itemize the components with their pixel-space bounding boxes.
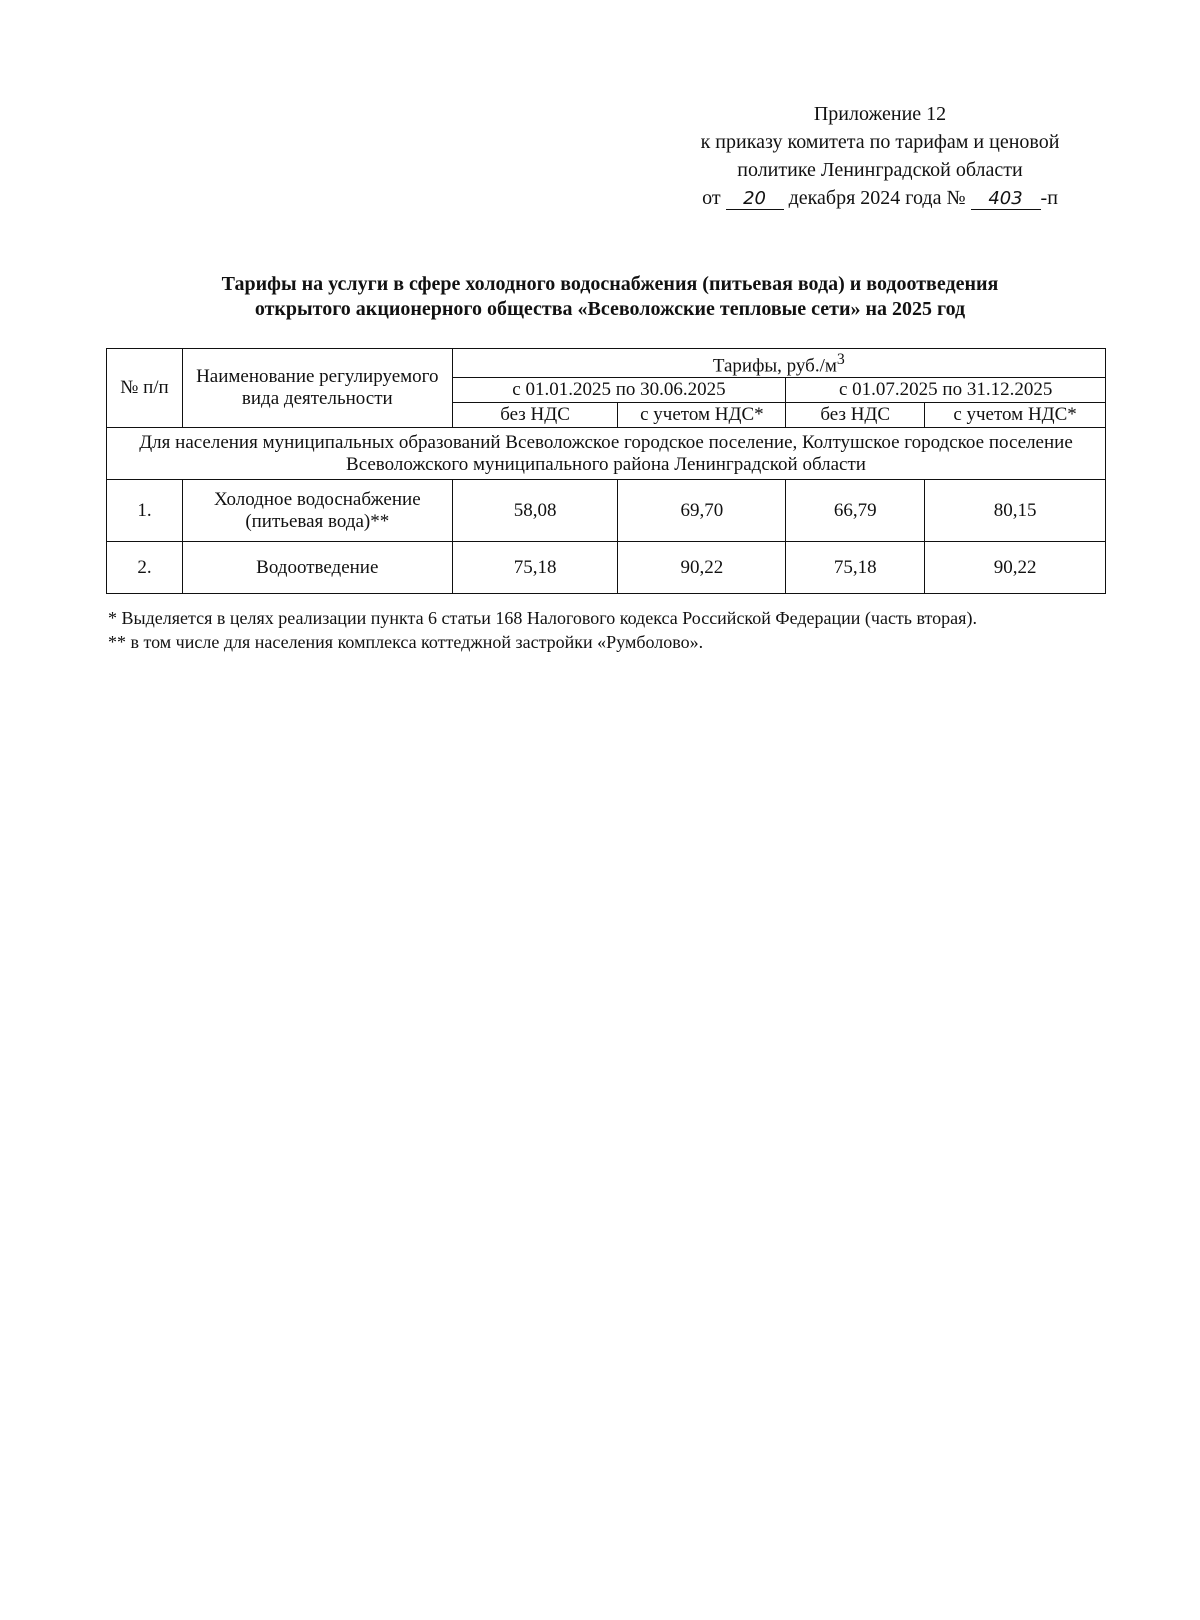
group-row xyxy=(107,428,1106,480)
date-middle: декабря 2024 года № xyxy=(788,187,966,209)
footnotes xyxy=(108,606,1108,654)
row-p1-no-vat: 75,18 xyxy=(452,542,618,594)
header-period-1: с 01.01.2025 по 30.06.2025 xyxy=(452,378,786,403)
row-num: 2. xyxy=(107,542,183,594)
row-p2-with-vat: 90,22 xyxy=(925,542,1106,594)
handwritten-order-number: 403 xyxy=(971,189,1041,210)
handwritten-day: 20 xyxy=(726,189,784,210)
header-p1-no-vat: без НДС xyxy=(452,403,618,428)
order-suffix: -п xyxy=(1040,187,1058,209)
document-title xyxy=(110,272,1110,322)
appendix-committee: политике Ленинградской области xyxy=(737,159,1023,181)
header-row-1 xyxy=(107,349,1106,378)
appendix-order-ref: к приказу комитета по тарифам и ценовой xyxy=(700,131,1060,153)
tariffs-unit-label: Тарифы, руб./м xyxy=(712,355,837,377)
appendix-date-line xyxy=(640,184,1120,212)
header-period-2: с 01.07.2025 по 31.12.2025 xyxy=(786,378,1106,403)
row-p2-no-vat: 75,18 xyxy=(786,542,925,594)
header-num: № п/п xyxy=(107,349,183,428)
table-row xyxy=(107,480,1106,542)
row-activity: Холодное водоснабжение (питьевая вода)** xyxy=(182,480,452,542)
row-p2-with-vat: 80,15 xyxy=(925,480,1106,542)
header-activity: Наименование регулируемого вида деятельности xyxy=(182,349,452,428)
title-line-2: открытого акционерного общества «Всеволожские тепловые сети» на 2025 год xyxy=(254,298,966,320)
table-row xyxy=(107,542,1106,594)
group-label: Для населения муниципальных образований Всеволожское городское поселение, Колтушское городское поселение Всеволожского муниципального района Ленинградской области xyxy=(107,428,1106,480)
footnote-rumbolovo: ** в том числе для населения комплекса коттеджной застройки «Румболово». xyxy=(108,632,704,652)
row-p2-no-vat: 66,79 xyxy=(786,480,925,542)
tariffs-table xyxy=(106,348,1106,594)
header-p1-with-vat: с учетом НДС* xyxy=(618,403,786,428)
date-prefix: от xyxy=(702,187,721,209)
row-activity: Водоотведение xyxy=(182,542,452,594)
header-p2-with-vat: с учетом НДС* xyxy=(925,403,1106,428)
row-num: 1. xyxy=(107,480,183,542)
appendix-title: Приложение 12 xyxy=(813,103,947,125)
header-p2-no-vat: без НДС xyxy=(786,403,925,428)
footnote-vat: * Выделяется в целях реализации пункта 6 статьи 168 Налогового кодекса Российской Федерации (часть вторая). xyxy=(108,608,977,628)
header-tariffs xyxy=(452,349,1105,378)
row-p1-no-vat: 58,08 xyxy=(452,480,618,542)
tariffs-unit-exponent: 3 xyxy=(836,351,845,368)
row-p1-with-vat: 90,22 xyxy=(618,542,786,594)
appendix-header xyxy=(640,100,1120,212)
title-line-1: Тарифы на услуги в сфере холодного водоснабжения (питьевая вода) и водоотведения xyxy=(221,273,999,295)
row-p1-with-vat: 69,70 xyxy=(618,480,786,542)
